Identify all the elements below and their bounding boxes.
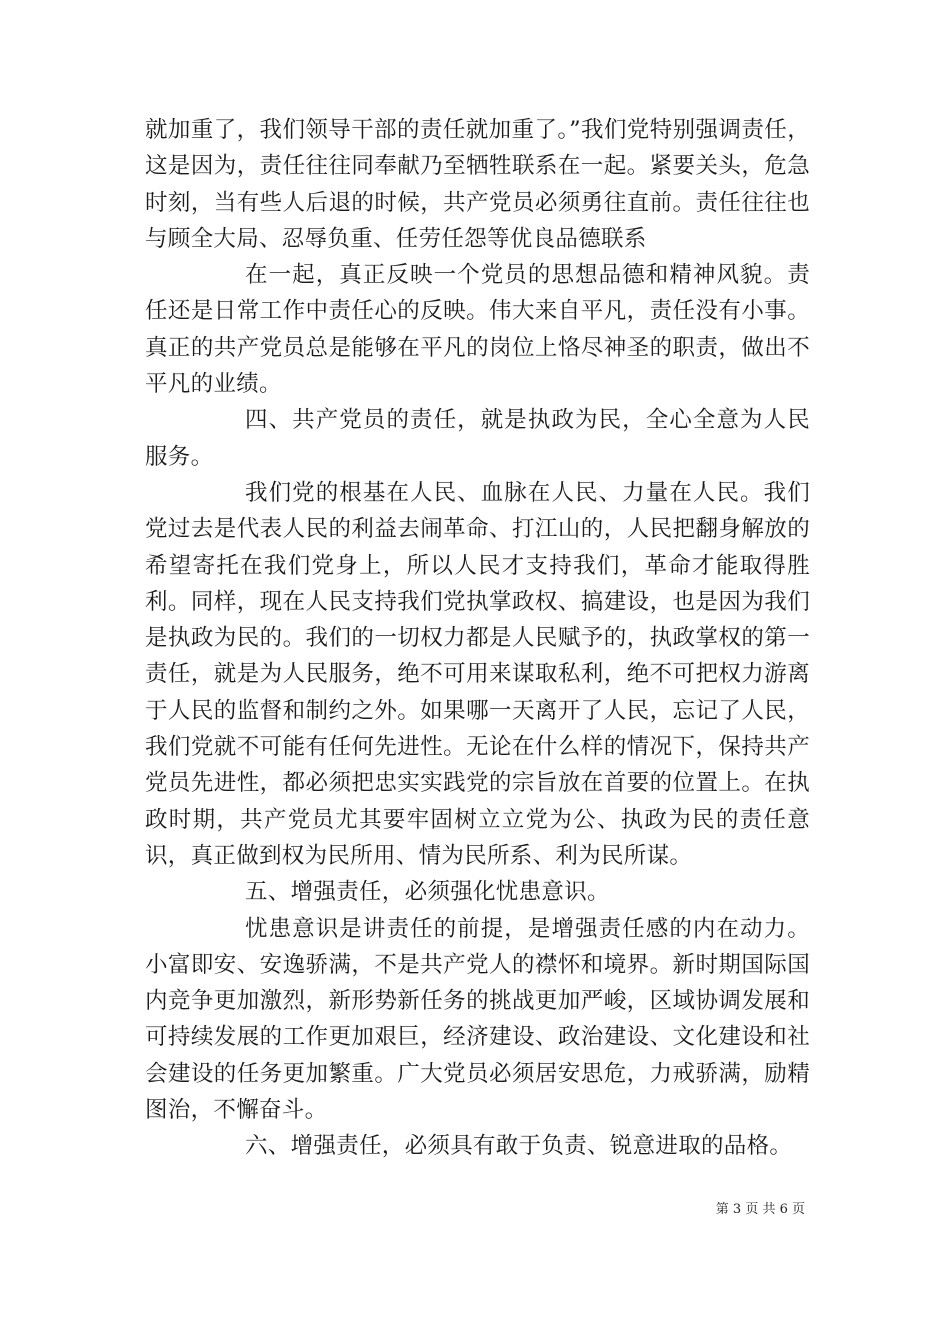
paragraph-1: 就加重了，我们领导干部的责任就加重了。”我们党特别强调责任，这是因为，责任往往同奉献乃至牺牲联系在一起。紧要关头，危急时刻，当有些人后退的时候，共产党员必须勇往直前。责任往往也与顾全大局、忍辱负重、任劳任怨等优良品德联系 bbox=[145, 117, 810, 252]
document-body bbox=[145, 112, 810, 1165]
page-number-footer: 第 3 页 共 6 页 bbox=[715, 1202, 805, 1217]
section-heading-4: 四、共产党员的责任，就是执政为民，全心全意为人民服务。 bbox=[145, 407, 810, 470]
paragraph-2: 在一起，真正反映一个党员的思想品德和精神风貌。责任还是日常工作中责任心的反映。伟大来自平凡，责任没有小事。真正的共产党员总是能够在平凡的岗位上恪尽神圣的职责，做出不平凡的业绩。 bbox=[145, 262, 810, 398]
section-heading-6: 六、增强责任，必须具有敢于负责、锐意进取的品格。 bbox=[245, 1133, 793, 1160]
paragraph-6: 忧患意识是讲责任的前提，是增强责任感的内在动力。小富即安、安逸骄满，不是共产党人的襟怀和境界。新时期国际国内竞争更加激烈，新形势新任务的挑战更加严峻，区域协调发展和可持续发展的工作更加艰巨，经济建设、政治建设、文化建设和社会建设的任务更加繁重。广大党员必须居安思危，力戒骄满，励精图治，不懈奋斗。 bbox=[145, 915, 810, 1124]
paragraph-4: 我们党的根基在人民、血脉在人民、力量在人民。我们党过去是代表人民的利益去闹革命、打江山的，人民把翻身解放的希望寄托在我们党身上，所以人民才支持我们，革命才能取得胜利。同样，现在人民支持我们党执掌政权、搞建设，也是因为我们是执政为民的。我们的一切权力都是人民赋予的，执政掌权的第一责任，就是为人民服务，绝不可用来谋取私利，绝不可把权力游离于人民的监督和制约之外。如果哪一天离开了人民，忘记了人民，我们党就不可能有任何先进性。无论在什么样的情况下，保持共产党员先进性，都必须把忠实实践党的宗旨放在首要的位置上。在执政时期，共产党员尤其要牢固树立立党为公、执政为民的责任意识，真正做到权为民所用、情为民所系、利为民所谋。 bbox=[145, 479, 810, 869]
section-heading-5: 五、增强责任，必须强化忧患意识。 bbox=[245, 879, 610, 906]
